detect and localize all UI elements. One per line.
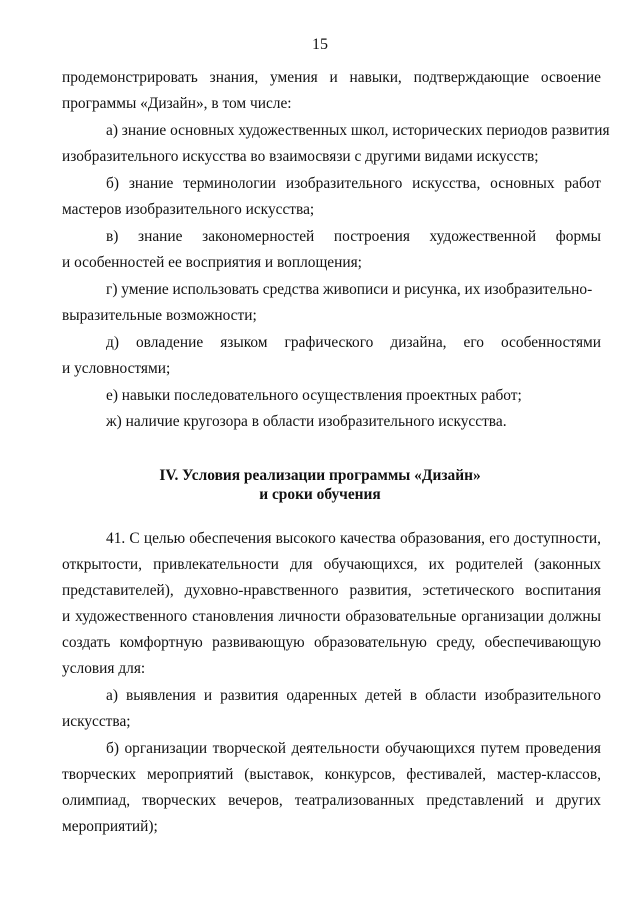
text-line: д) овладение языком графического дизайна, его особенностями (106, 334, 601, 351)
text-line: выразительные возможности; (62, 307, 257, 324)
text-line: 41. С целью обеспечения высокого качества образования, его доступности, (106, 530, 601, 547)
text-line: создать комфортную развивающую образовательную среду, обеспечивающую (62, 634, 601, 651)
text-line: искусства; (62, 713, 131, 730)
text-line: и условностями; (62, 360, 171, 377)
section-heading: IV. Условия реализации программы «Дизайн» (159, 467, 481, 484)
text-line: изобразительного искусства во взаимосвязи с другими видами искусств; (62, 148, 539, 165)
section-heading: и сроки обучения (259, 486, 381, 503)
page-number: 15 (312, 36, 328, 53)
text-line: и художественного становления личности образовательные организации должны (62, 608, 601, 625)
text-line: е) навыки последовательного осуществления проектных работ; (106, 387, 522, 404)
text-line: в) знание закономерностей построения художественной формы (106, 228, 601, 245)
text-line: программы «Дизайн», в том числе: (62, 95, 292, 112)
text-line: г) умение использовать средства живописи и рисунка, их изобразительно- (106, 281, 593, 298)
text-line: мастеров изобразительного искусства; (62, 201, 315, 218)
text-line: и особенностей ее восприятия и воплощения; (62, 254, 362, 271)
text-line: б) знание терминологии изобразительного искусства, основных работ (106, 175, 601, 192)
text-line: олимпиад, творческих вечеров, театрализованных представлений и других (62, 792, 601, 809)
text-line: открытости, привлекательности для обучающихся, их родителей (законных (62, 556, 601, 573)
text-line: б) организации творческой деятельности обучающихся путем проведения (106, 740, 601, 757)
text-line: представителей), духовно-нравственного развития, эстетического воспитания (62, 582, 601, 599)
text-line: мероприятий); (62, 818, 158, 835)
text-line: продемонстрировать знания, умения и навыки, подтверждающие освоение (62, 69, 601, 86)
text-line: творческих мероприятий (выставок, конкурсов, фестивалей, мастер-классов, (62, 766, 601, 783)
text-line: ж) наличие кругозора в области изобразительного искусства. (106, 413, 507, 430)
text-line: а) выявления и развития одаренных детей в области изобразительного (106, 687, 601, 704)
text-line: а) знание основных художественных школ, исторических периодов развития (106, 122, 610, 139)
text-line: условия для: (62, 660, 146, 677)
